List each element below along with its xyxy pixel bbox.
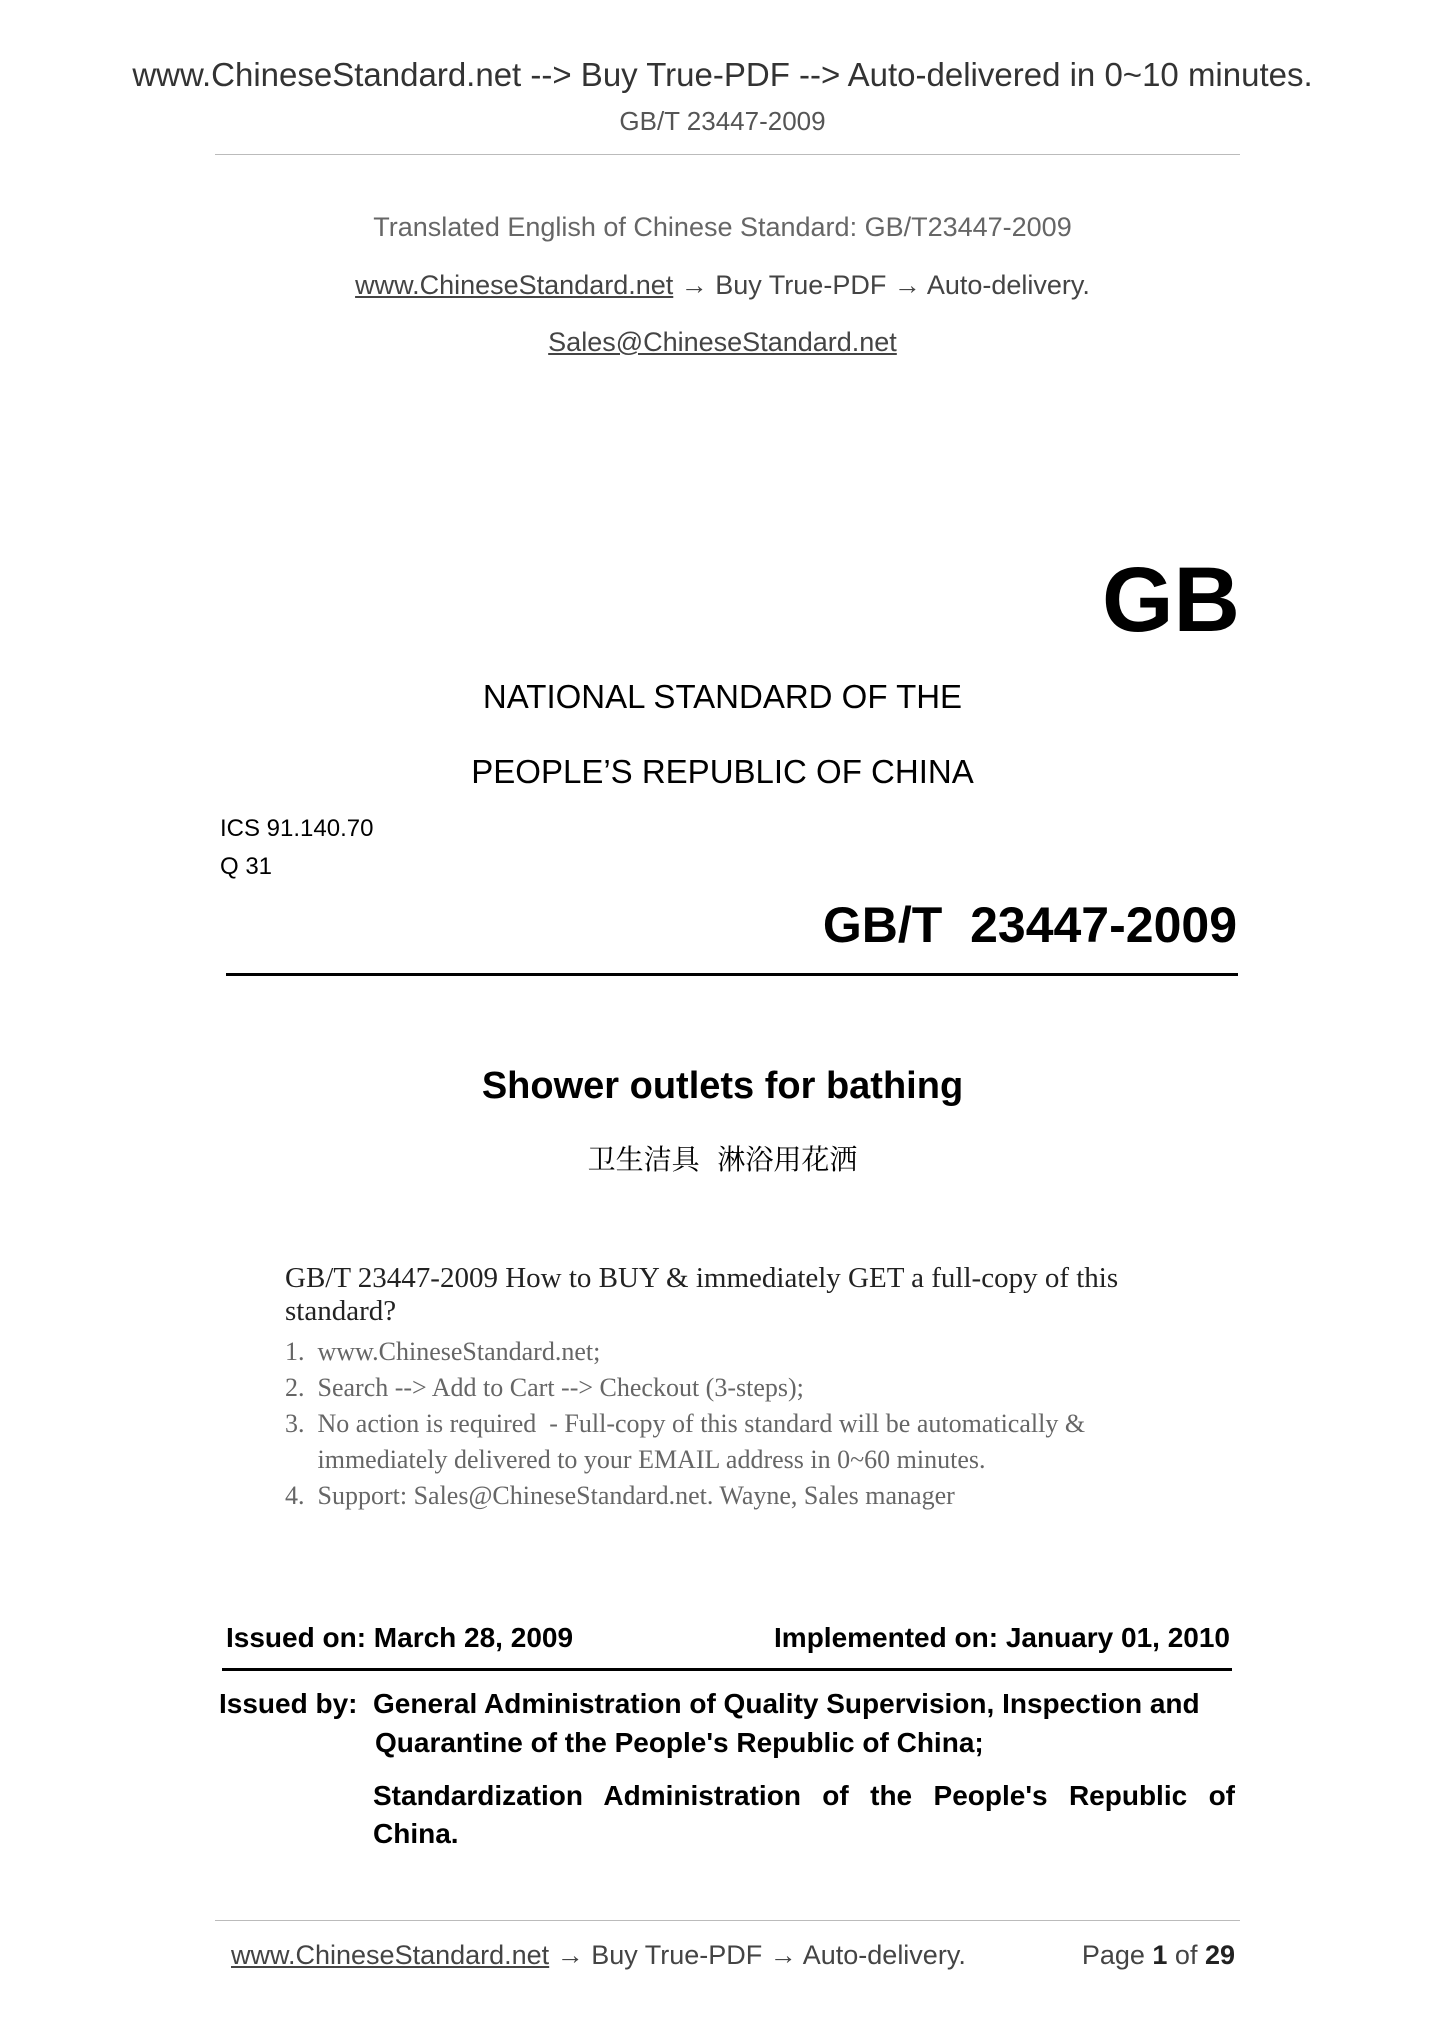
page-total: 29 bbox=[1204, 1940, 1235, 1970]
page-number bbox=[1082, 1940, 1235, 1971]
buy-step: immediately delivered to your EMAIL address in 0~60 minutes. bbox=[285, 1445, 986, 1474]
standard-code-text: GB/T 23447-2009 bbox=[822, 897, 1237, 953]
issued-by-label: Issued by: bbox=[219, 1688, 358, 1719]
footer-site-link[interactable]: www.ChineseStandard.net bbox=[231, 1940, 550, 1970]
header-divider bbox=[215, 154, 1240, 155]
issuer-line: Quarantine of the People's Republic of China; bbox=[375, 1727, 984, 1758]
page-current: 1 bbox=[1152, 1940, 1168, 1970]
site-suffix: → Buy True-PDF → Auto-delivery. bbox=[673, 270, 1090, 300]
gb-mark: GB bbox=[1102, 549, 1240, 651]
issuance-divider bbox=[222, 1668, 1232, 1671]
translation-email-line bbox=[0, 327, 1445, 358]
standard-code bbox=[823, 896, 1237, 954]
footer-divider bbox=[215, 1920, 1240, 1921]
document-title-chinese: 卫生洁具 淋浴用花洒 bbox=[587, 1143, 858, 1176]
buy-instructions bbox=[285, 1262, 1235, 1514]
implemented-date: Implemented on: January 01, 2010 bbox=[774, 1622, 1230, 1653]
buy-question: GB/T 23447-2009 How to BUY & immediately GET a full-copy of this standard? bbox=[285, 1262, 1119, 1327]
translation-notice: Translated English of Chinese Standard: GB/T23447-2009 bbox=[373, 212, 1072, 242]
issuer-line: General Administration of Quality Supervision, Inspection and bbox=[373, 1688, 1200, 1719]
header-banner: www.ChineseStandard.net --> Buy True-PDF --> Auto-delivered in 0~10 minutes. bbox=[132, 56, 1313, 93]
issuer-line: China. bbox=[373, 1818, 459, 1849]
issuer-line: Standardization Administration of the People's Republic of bbox=[373, 1780, 1235, 1811]
buy-step: 1. www.ChineseStandard.net; bbox=[285, 1337, 601, 1366]
footer-site-line bbox=[231, 1940, 966, 1971]
buy-step: 2. Search --> Add to Cart --> Checkout (3-steps); bbox=[285, 1373, 804, 1402]
footer-site-suffix: → Buy True-PDF → Auto-delivery. bbox=[549, 1940, 966, 1970]
code-divider bbox=[226, 973, 1238, 976]
site-link[interactable]: www.ChineseStandard.net bbox=[355, 270, 674, 300]
buy-step: 3. No action is required - Full-copy of this standard will be automatically & bbox=[285, 1409, 1086, 1438]
classification-code: Q 31 bbox=[220, 853, 273, 880]
document-title: Shower outlets for bathing bbox=[481, 1065, 964, 1107]
issued-date: Issued on: March 28, 2009 bbox=[226, 1622, 574, 1653]
page-mid: of bbox=[1167, 1940, 1205, 1970]
buy-step: 4. Support: Sales@ChineseStandard.net. Wayne, Sales manager bbox=[285, 1481, 955, 1510]
ics-code: ICS 91.140.70 bbox=[220, 815, 374, 842]
translation-site-line bbox=[0, 270, 1445, 301]
national-standard-line1: NATIONAL STANDARD OF THE bbox=[482, 678, 963, 715]
header-standard-code: GB/T 23447-2009 bbox=[619, 106, 826, 136]
national-standard-line2: PEOPLE’S REPUBLIC OF CHINA bbox=[471, 753, 974, 790]
sales-email-link[interactable]: Sales@ChineseStandard.net bbox=[548, 327, 897, 357]
page-prefix: Page bbox=[1081, 1940, 1153, 1970]
